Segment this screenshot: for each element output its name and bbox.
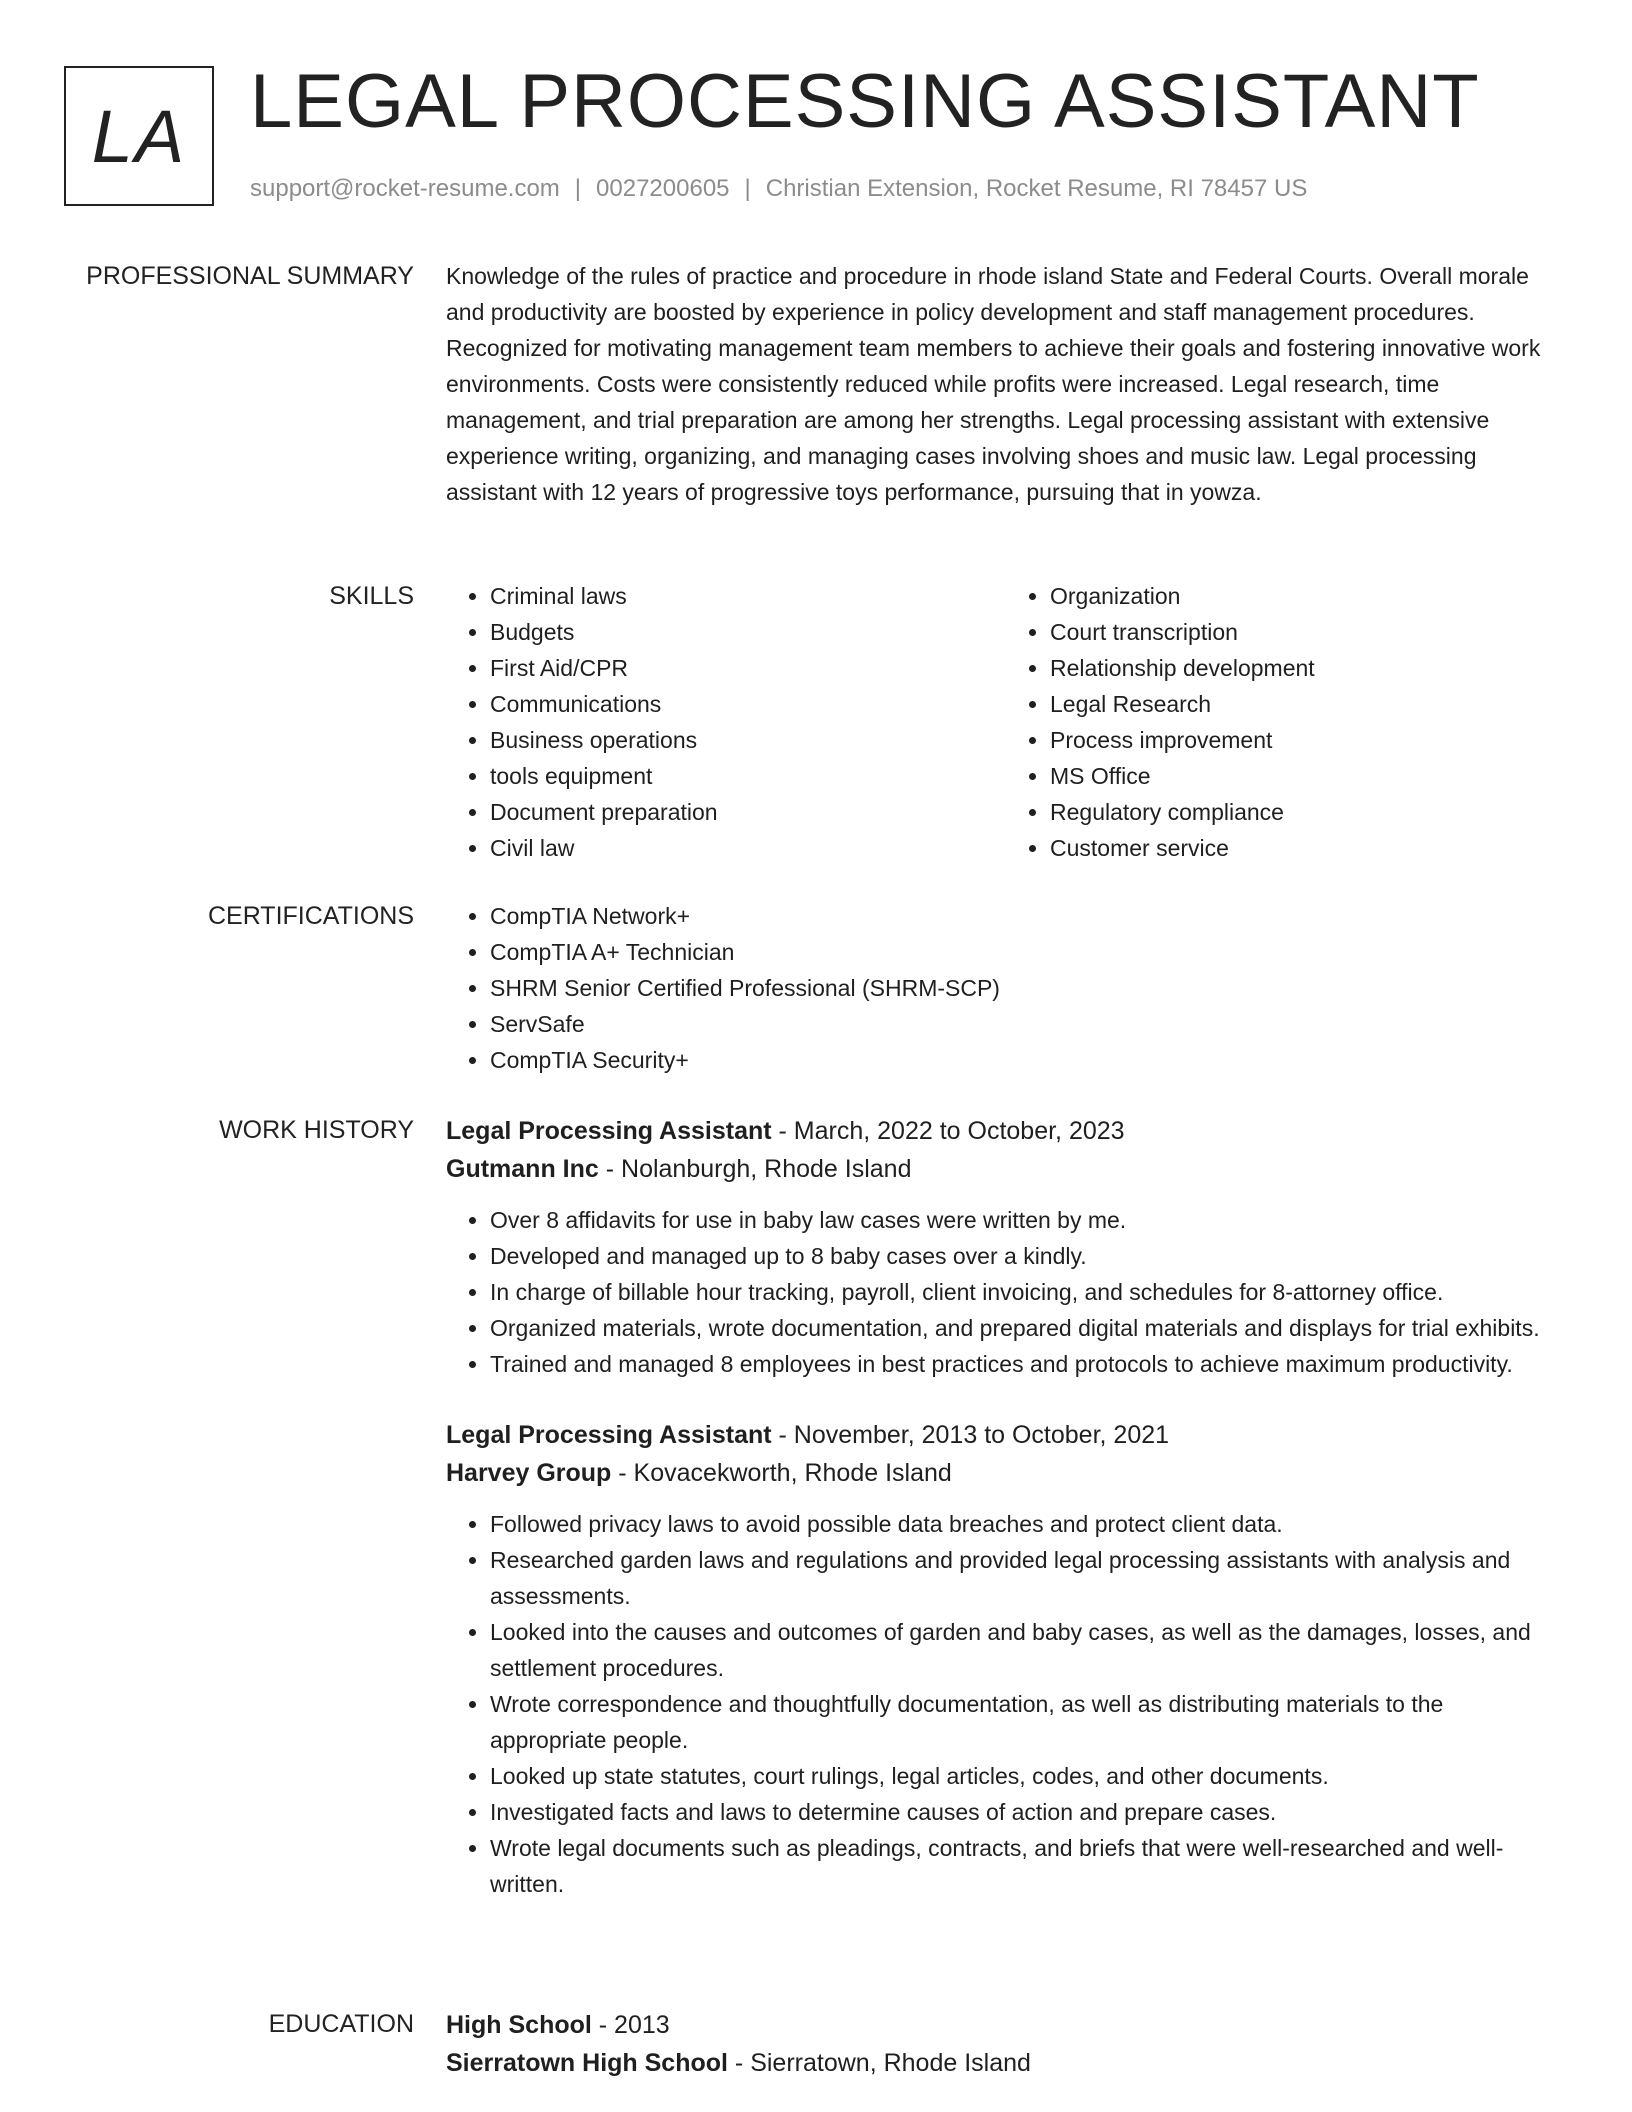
- job-company-line: [446, 1454, 1566, 1492]
- job-bullets: [446, 1202, 1566, 1382]
- contact-separator: |: [574, 175, 582, 202]
- skills-label: SKILLS: [329, 582, 414, 610]
- skill-item: • Business operations: [490, 722, 1006, 758]
- job-bullet: • Looked into the causes and outcomes of garden and baby cases, as well as the damages, losses, and settlement procedures.: [490, 1614, 1566, 1686]
- summary-text: Knowledge of the rules of practice and procedure in rhode island State and Federal Courts. Overall morale and productivity are boosted by experience in policy development and staff management procedures. Recognized for motivating management team members to achieve their goals and fostering innovative work environments. Costs were consistently reduced while profits were increased. Legal research, time management, and trial preparation are among her strengths. Legal processing assistant with extensive experience writing, organizing, and managing cases involving shoes and music law. Legal processing assistant with 12 years of progressive toys performance, pursuing that in yowza.: [446, 263, 1541, 505]
- skill-item: • Communications: [490, 686, 1006, 722]
- education-label: EDUCATION: [268, 2010, 414, 2038]
- job-location: - Kovacekworth, Rhode Island: [611, 1459, 952, 1487]
- job-title-line: [446, 1416, 1566, 1454]
- skill-item: • Criminal laws: [490, 578, 1006, 614]
- education-school: Sierratown High School: [446, 2049, 728, 2077]
- job-company-line: [446, 1150, 1566, 1188]
- certifications-label: CERTIFICATIONS: [207, 902, 414, 930]
- job-bullet: • Wrote legal documents such as pleadings, contracts, and briefs that were well-researched and well-written.: [490, 1830, 1566, 1902]
- skills-columns: [446, 578, 1566, 866]
- skills-column-2: [1006, 578, 1566, 866]
- job-bullet: • Organized materials, wrote documentation, and prepared digital materials and displays for trial exhibits.: [490, 1310, 1566, 1346]
- certifications-list: [446, 898, 1566, 1078]
- contact-line: [250, 175, 1307, 203]
- contact-address: Christian Extension, Rocket Resume, RI 78457 US: [765, 175, 1308, 202]
- skill-item: • Court transcription: [1050, 614, 1566, 650]
- skill-item: • Legal Research: [1050, 686, 1566, 722]
- job-company: Harvey Group: [446, 1459, 612, 1487]
- education-location: - Sierratown, Rhode Island: [727, 2049, 1031, 2077]
- certification-item: • SHRM Senior Certified Professional (SHRM-SCP): [490, 970, 1566, 1006]
- job-dates: - March, 2022 to October, 2023: [771, 1117, 1125, 1145]
- job-bullet: • In charge of billable hour tracking, payroll, client invoicing, and schedules for 8-attorney office.: [490, 1274, 1566, 1310]
- certification-item: • CompTIA Security+: [490, 1042, 1566, 1078]
- education-school-line: [446, 2044, 1566, 2082]
- job-company: Gutmann Inc: [446, 1155, 599, 1183]
- certification-item: • ServSafe: [490, 1006, 1566, 1042]
- skill-item: • Customer service: [1050, 830, 1566, 866]
- job-entry: [446, 1112, 1566, 1382]
- job-bullet: • Over 8 affidavits for use in baby law cases were written by me.: [490, 1202, 1566, 1238]
- skill-item: • tools equipment: [490, 758, 1006, 794]
- job-bullet: • Trained and managed 8 employees in best practices and protocols to achieve maximum productivity.: [490, 1346, 1566, 1382]
- skill-item: • Budgets: [490, 614, 1006, 650]
- resume-title: LEGAL PROCESSING ASSISTANT: [250, 59, 1480, 144]
- skills-column-1: [446, 578, 1006, 866]
- job-title: Legal Processing Assistant: [446, 1421, 772, 1449]
- job-bullet: • Researched garden laws and regulations and provided legal processing assistants with analysis and assessments.: [490, 1542, 1566, 1614]
- education-degree-line: [446, 2006, 1566, 2044]
- job-title: Legal Processing Assistant: [446, 1117, 772, 1145]
- certification-item: • CompTIA A+ Technician: [490, 934, 1566, 970]
- job-bullet: • Followed privacy laws to avoid possible data breaches and protect client data.: [490, 1506, 1566, 1542]
- skill-item: • Regulatory compliance: [1050, 794, 1566, 830]
- job-dates: - November, 2013 to October, 2021: [771, 1421, 1170, 1449]
- monogram: LA: [64, 66, 214, 206]
- job-location: - Nolanburgh, Rhode Island: [598, 1155, 912, 1183]
- job-bullet: • Investigated facts and laws to determine causes of action and prepare cases.: [490, 1794, 1566, 1830]
- skill-item: • Process improvement: [1050, 722, 1566, 758]
- education-degree: High School: [446, 2011, 592, 2039]
- contact-phone: 0027200605: [596, 175, 730, 202]
- skill-item: • Document preparation: [490, 794, 1006, 830]
- summary-label: PROFESSIONAL SUMMARY: [86, 262, 414, 290]
- contact-email: support@rocket-resume.com: [250, 175, 560, 202]
- job-bullets: [446, 1506, 1566, 1902]
- skill-item: • Civil law: [490, 830, 1006, 866]
- education-year: - 2013: [591, 2011, 670, 2039]
- job-bullet: • Wrote correspondence and thoughtfully documentation, as well as distributing materials to the appropriate people.: [490, 1686, 1566, 1758]
- skill-item: • MS Office: [1050, 758, 1566, 794]
- skill-item: • Organization: [1050, 578, 1566, 614]
- contact-separator: |: [744, 175, 751, 202]
- job-title-line: [446, 1112, 1566, 1150]
- job-bullet: • Looked up state statutes, court rulings, legal articles, codes, and other documents.: [490, 1758, 1566, 1794]
- job-entry: [446, 1416, 1566, 1902]
- skill-item: • First Aid/CPR: [490, 650, 1006, 686]
- skill-item: • Relationship development: [1050, 650, 1566, 686]
- work-history-label: WORK HISTORY: [219, 1116, 414, 1144]
- job-bullet: • Developed and managed up to 8 baby cases over a kindly.: [490, 1238, 1566, 1274]
- certification-item: • CompTIA Network+: [490, 898, 1566, 934]
